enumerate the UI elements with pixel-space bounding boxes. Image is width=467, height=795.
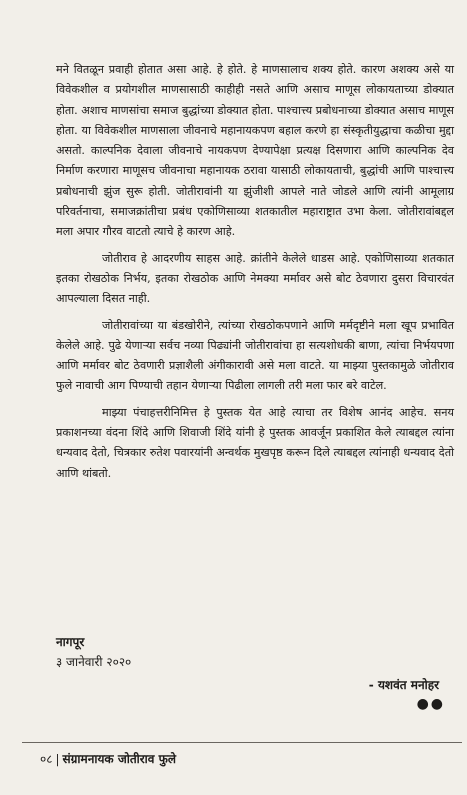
footer-rule: [22, 742, 462, 743]
page-number: ०८: [40, 752, 53, 766]
book-title: संग्रामनायक जोतीराव फुले: [62, 752, 177, 766]
signoff-place: नागपूर: [56, 635, 85, 649]
paragraph-3: जोतीरावांच्या या बंडखोरीने, त्यांच्या रोखठोकपणाने आणि मर्मदृष्टीने मला खूप प्रभावित केलेले आहे. पुढे येणाऱ्या सर्वच नव्या पिढ्यांनी जोतीरावांचा हा सत्यशोधकी बाणा, त्यांचा निर्भयपणा आणि मर्मावर बोट ठेवणारी प्रज्ञाशैली अंगीकारावी असे मला वाटते. या माझ्या पुस्तकामुळे जोतीराव फुले नावाची आग पिण्याची तहान येणाऱ्या पिढीला लागली तरी मला फार बरे वाटेल.: [56, 318, 454, 393]
signoff-date: ३ जानेवारी २०२०: [56, 655, 132, 669]
ornament-dots-icon: ●●: [416, 696, 445, 712]
signoff-author: - यशवंत मनोहर: [368, 678, 439, 692]
page-footer: [40, 750, 176, 767]
paragraph-1: मने वितळून प्रवाही होतात असा आहे. हे होते. हे माणसालाच शक्य होते. कारण अशक्य असे या विवेकशील व प्रयोगशील माणसासाठी काहीही नसते आणि असाच माणूस लोकायताच्या डोक्यात होता. अशाच माणसांचा समाज बुद्धांच्या डोक्यात होता. पाश्चात्त्य प्रबोधनाच्या डोक्यात असाच माणूस होता. या विवेकशील माणसाला जीवनाचे महानायकपण बहाल करणे हा संस्कृतीयुद्धाचा कळीचा मुद्दा असतो. काल्पनिक देवाला जीवनाचे नायकपण देण्यापेक्षा प्रत्यक्ष दिसणारा आणि काल्पनिक देव निर्माण करणारा माणूसच जीवनाचा महानायक ठरावा यासाठी लोकायताची, बुद्धांची आणि पाश्चात्त्य प्रबोधनाची झुंज सुरू होती. जोतीरावांनी या झुंजीशी आपले नाते जोडले आणि त्यांनी आमूलाग्र परिवर्तनाचा, समाजक्रांतीचा प्रबंध एकोणिसाव्या शतकातील महाराष्ट्रात उभा केला. जोतीरावांबद्दल मला अपार गौरव वाटतो त्याचे हे कारण आहे.: [56, 63, 454, 239]
footer-separator: |: [55, 752, 60, 766]
paragraph-2: जोतीराव हे आदरणीय साहस आहे. क्रांतीने केलेले धाडस आहे. एकोणिसाव्या शतकात इतका रोखठोक निर्भय, इतका रोखठोक आणि नेमक्या मर्मावर असे बोट ठेवणारा दुसरा विचारवंत आपल्याला दिसत नाही.: [56, 251, 454, 306]
body-text: [56, 60, 454, 490]
paragraph-4: माझ्या पंचाहत्तरीनिमित्त हे पुस्तक येत आहे त्याचा तर विशेष आनंद आहेच. सनय प्रकाशनच्या वंदना शिंदे आणि शिवाजी शिंदे यांनी हे पुस्तक आवर्जून प्रकाशित केले त्याबद्दल त्यांना धन्यवाद देतो, चित्रकार रुतेश पवारयांनी अन्वर्थक मुखपृष्ठ करून दिले त्याबद्दल त्यांनाही धन्यवाद देतो आणि थांबतो.: [56, 405, 454, 480]
